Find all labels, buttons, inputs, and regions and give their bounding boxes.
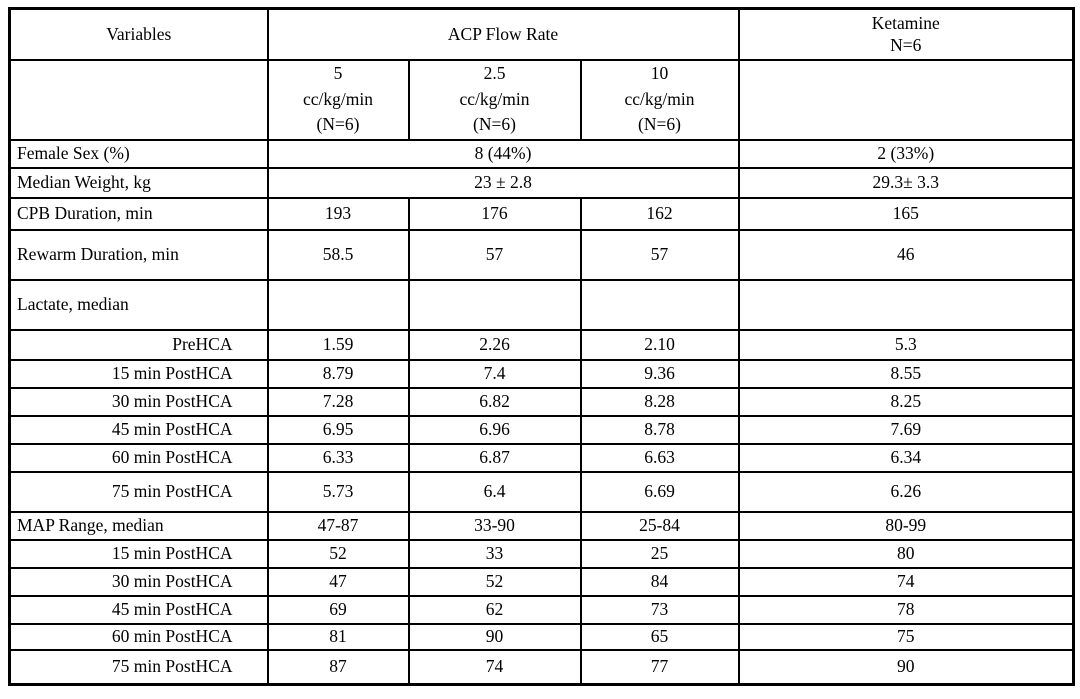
sub-row-label: 30 min PostHCA xyxy=(10,568,268,596)
cell-acp-merged: 23 ± 2.8 xyxy=(268,168,739,198)
row-label: CPB Duration, min xyxy=(10,198,268,230)
cell-value: 58.5 xyxy=(268,230,409,280)
cell-value: 6.4 xyxy=(409,472,581,512)
cell-value: 5.73 xyxy=(268,472,409,512)
sub-row-label: 60 min PostHCA xyxy=(10,624,268,650)
cell-value: 73 xyxy=(581,596,739,624)
header-ketamine xyxy=(739,9,1074,60)
cell-ketamine: 6.26 xyxy=(739,472,1074,512)
table-row-map-15 xyxy=(10,540,1074,568)
cell-empty xyxy=(409,280,581,330)
cell-value: 57 xyxy=(581,230,739,280)
table-row-map-60 xyxy=(10,624,1074,650)
table-row-cpb xyxy=(10,198,1074,230)
cell-value: 7.4 xyxy=(409,360,581,388)
sub-row-label: 15 min PostHCA xyxy=(10,540,268,568)
cell-ketamine: 80 xyxy=(739,540,1074,568)
row-label: Female Sex (%) xyxy=(10,140,268,168)
cell-acp-merged: 8 (44%) xyxy=(268,140,739,168)
cell-value: 69 xyxy=(268,596,409,624)
sub-row-label: PreHCA xyxy=(10,330,268,360)
header-ketamine-name: Ketamine xyxy=(871,12,940,33)
table-row-map-75 xyxy=(10,650,1074,685)
cell-value: 47 xyxy=(268,568,409,596)
subcol-n: (N=6) xyxy=(316,114,360,135)
table-row-rewarm xyxy=(10,230,1074,280)
row-label: Rewarm Duration, min xyxy=(10,230,268,280)
cell-value: 33-90 xyxy=(409,512,581,540)
cell-ketamine: 8.55 xyxy=(739,360,1074,388)
subcol-unit: cc/kg/min xyxy=(624,88,695,109)
cell-value: 6.87 xyxy=(409,444,581,472)
cell-ketamine: 80-99 xyxy=(739,512,1074,540)
cell-value: 6.95 xyxy=(268,416,409,444)
cell-value: 6.69 xyxy=(581,472,739,512)
table-row-median-weight xyxy=(10,168,1074,198)
subcol-n: (N=6) xyxy=(638,114,681,135)
cell-empty xyxy=(268,280,409,330)
cell-empty xyxy=(581,280,739,330)
cell-ketamine: 74 xyxy=(739,568,1074,596)
table-row-map xyxy=(10,512,1074,540)
cell-value: 1.59 xyxy=(268,330,409,360)
subcol-n: (N=6) xyxy=(473,114,516,135)
data-table xyxy=(8,7,1075,686)
cell-value: 90 xyxy=(409,624,581,650)
table-row-lactate-header xyxy=(10,280,1074,330)
cell-value: 6.96 xyxy=(409,416,581,444)
cell-value: 52 xyxy=(409,568,581,596)
cell-ketamine: 8.25 xyxy=(739,388,1074,416)
cell-value: 77 xyxy=(581,650,739,685)
cell-value: 6.33 xyxy=(268,444,409,472)
header-subcol-5cc xyxy=(268,60,409,140)
row-label: Median Weight, kg xyxy=(10,168,268,198)
subcol-dose: 10 xyxy=(650,63,669,84)
header-subcol-10cc xyxy=(581,60,739,140)
cell-ketamine: 90 xyxy=(739,650,1074,685)
cell-value: 6.63 xyxy=(581,444,739,472)
sub-row-label: 30 min PostHCA xyxy=(10,388,268,416)
subcol-dose: 2.5 xyxy=(483,63,506,84)
cell-value: 52 xyxy=(268,540,409,568)
header-acp-flow-rate: ACP Flow Rate xyxy=(268,9,739,60)
table-row-lactate-30 xyxy=(10,388,1074,416)
sub-row-label: 75 min PostHCA xyxy=(10,472,268,512)
header-ketamine-n: N=6 xyxy=(890,35,922,56)
cell-ketamine: 29.3± 3.3 xyxy=(739,168,1074,198)
cell-value: 84 xyxy=(581,568,739,596)
table-row-lactate-prehca xyxy=(10,330,1074,360)
sub-row-label: 75 min PostHCA xyxy=(10,650,268,685)
cell-ketamine: 165 xyxy=(739,198,1074,230)
cell-value: 87 xyxy=(268,650,409,685)
table-row-lactate-45 xyxy=(10,416,1074,444)
row-label: MAP Range, median xyxy=(10,512,268,540)
cell-value: 47-87 xyxy=(268,512,409,540)
cell-ketamine: 5.3 xyxy=(739,330,1074,360)
cell-value: 81 xyxy=(268,624,409,650)
subcol-unit: cc/kg/min xyxy=(303,88,373,109)
subcol-dose: 5 xyxy=(333,63,343,84)
sub-row-label: 45 min PostHCA xyxy=(10,596,268,624)
table-header-row-1 xyxy=(10,9,1074,60)
table-row-map-30 xyxy=(10,568,1074,596)
cell-value: 176 xyxy=(409,198,581,230)
cell-ketamine: 2 (33%) xyxy=(739,140,1074,168)
cell-value: 193 xyxy=(268,198,409,230)
header-empty-cell xyxy=(10,60,268,140)
table-row-map-45 xyxy=(10,596,1074,624)
cell-value: 57 xyxy=(409,230,581,280)
row-label: Lactate, median xyxy=(10,280,268,330)
table-row-lactate-60 xyxy=(10,444,1074,472)
sub-row-label: 45 min PostHCA xyxy=(10,416,268,444)
cell-value: 25-84 xyxy=(581,512,739,540)
cell-value: 8.79 xyxy=(268,360,409,388)
cell-value: 25 xyxy=(581,540,739,568)
cell-value: 8.78 xyxy=(581,416,739,444)
cell-value: 74 xyxy=(409,650,581,685)
table-row-female-sex xyxy=(10,140,1074,168)
header-empty-cell xyxy=(739,60,1074,140)
header-variables: Variables xyxy=(10,9,268,60)
cell-empty xyxy=(739,280,1074,330)
cell-value: 2.10 xyxy=(581,330,739,360)
cell-value: 62 xyxy=(409,596,581,624)
cell-value: 162 xyxy=(581,198,739,230)
sub-row-label: 15 min PostHCA xyxy=(10,360,268,388)
table-row-lactate-75 xyxy=(10,472,1074,512)
cell-value: 7.28 xyxy=(268,388,409,416)
header-subcol-2-5cc xyxy=(409,60,581,140)
table-header-row-2 xyxy=(10,60,1074,140)
cell-value: 33 xyxy=(409,540,581,568)
cell-ketamine: 78 xyxy=(739,596,1074,624)
cell-ketamine: 46 xyxy=(739,230,1074,280)
subcol-unit: cc/kg/min xyxy=(459,88,530,109)
cell-ketamine: 6.34 xyxy=(739,444,1074,472)
cell-ketamine: 75 xyxy=(739,624,1074,650)
cell-value: 9.36 xyxy=(581,360,739,388)
cell-value: 6.82 xyxy=(409,388,581,416)
cell-value: 8.28 xyxy=(581,388,739,416)
cell-value: 2.26 xyxy=(409,330,581,360)
cell-ketamine: 7.69 xyxy=(739,416,1074,444)
table-row-lactate-15 xyxy=(10,360,1074,388)
sub-row-label: 60 min PostHCA xyxy=(10,444,268,472)
cell-value: 65 xyxy=(581,624,739,650)
